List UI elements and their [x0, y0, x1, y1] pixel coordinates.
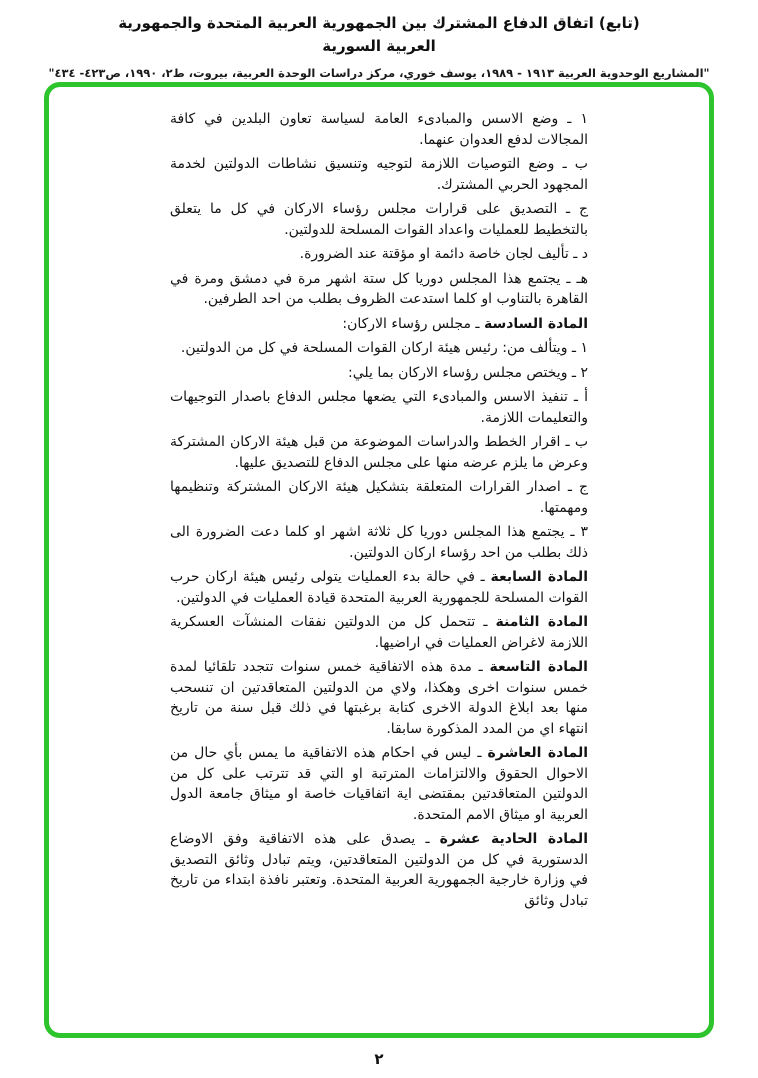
article-paragraph: المادة التاسعة ـ مدة هذه الاتفاقية خمس سنوات تتجدد تلقائيا لمدة خمس سنوات اخرى وهكذا، ولاي من الدولتين المتعاقدتين ان تنسحب منها بعد ابلاغ الدولة الاخرى كتابة برغبتها في ذلك قبل سنة من تاريخ انتهاء اي من المدد المذكورة سابقا.: [170, 659, 588, 737]
page-header: [0, 0, 758, 80]
paragraph: ب ـ اقرار الخطط والدراسات الموضوعة من قبل هيئة الاركان المشتركة وعرض ما يلزم عرضه منها على مجلس الدفاع للتصديق عليها.: [170, 434, 588, 471]
source-citation: "المشاريع الوحدوية العربية ١٩١٣ - ١٩٨٩، يوسف خوري، مركز دراسات الوحدة العربية، بيروت، ط٢، ١٩٩٠، ص٤٢٣- ٤٣٤": [48, 65, 710, 80]
article-title: المادة التاسعة: [489, 659, 588, 675]
document-title: (تابع) اتفاق الدفاع المشترك بين الجمهورية العربية المتحدة والجمهورية العربية السورية: [118, 14, 640, 56]
paragraph: د ـ تأليف لجان خاصة دائمة او مؤقتة عند الضرورة.: [299, 246, 588, 262]
article-title: المادة السادسة: [483, 315, 588, 332]
content-border-box: [44, 82, 714, 1038]
paragraph: ١ ـ وضع الاسس والمبادىء العامة لسياسة تعاون البلدين في كافة المجالات لدفع العدوان عنهما.: [170, 111, 588, 148]
paragraph: ب ـ وضع التوصيات اللازمة لتوجيه وتنسيق نشاطات الدولتين لخدمة المجهود الحربي المشترك.: [170, 156, 588, 193]
article-paragraph: المادة السابعة ـ في حالة بدء العمليات يتولى رئيس هيئة اركان حرب القوات المسلحة للجمهورية العربية المتحدة قيادة العمليات في الدولتين.: [170, 569, 588, 606]
body-text: [170, 109, 588, 911]
article-paragraph: المادة السادسة ـ مجلس رؤساء الاركان:: [342, 315, 588, 332]
article-paragraph: المادة الثامنة ـ تتحمل كل من الدولتين نفقات المنشآت العسكرية اللازمة لاغراض العمليات في اراضيها.: [170, 614, 588, 651]
paragraph: ٣ ـ يجتمع هذا المجلس دوريا كل ثلاثة اشهر او كلما دعت الضرورة الى ذلك بطلب من احد رؤساء اركان الدولتين.: [170, 524, 588, 561]
article-paragraph: المادة الحادية عشرة ـ يصدق على هذه الاتفاقية وفق الاوضاع الدستورية في كل من الدولتين المتعاقدتين، ويتم تبادل وثائق التصديق في وزارة خارجية الجمهورية العربية المتحدة. وتعتبر نافذة ابتداء من تاريخ تبادل وثائق: [170, 831, 588, 909]
paragraph: ٢ ـ ويختص مجلس رؤساء الاركان بما يلي:: [348, 364, 588, 381]
paragraph: ١ ـ ويتألف من: رئيس هيئة اركان القوات المسلحة في كل من الدولتين.: [180, 340, 588, 356]
article-title: المادة الثامنة: [495, 614, 588, 630]
paragraph: ج ـ التصديق على قرارات مجلس رؤساء الاركان في كل ما يتعلق بالتخطيط للعمليات واعداد القوات المسلحة للدولتين.: [170, 201, 588, 238]
article-title: المادة السابعة: [490, 569, 588, 585]
article-title: المادة الحادية عشرة: [439, 831, 588, 847]
paragraph: ج ـ اصدار القرارات المتعلقة بتشكيل هيئة الاركان المشتركة وتنظيمها ومهمتها.: [170, 479, 588, 516]
article-title: المادة العاشرة: [487, 745, 589, 761]
paragraph: أ ـ تنفيذ الاسس والمبادىء التي يضعها مجلس الدفاع باصدار التوجيهات والتعليمات اللازمة.: [170, 389, 588, 426]
paragraph: هـ ـ يجتمع هذا المجلس دوريا كل ستة اشهر مرة في دمشق ومرة في القاهرة بالتناوب او كلما استدعت الظروف بطلب من احد الطرفين.: [170, 270, 588, 307]
article-paragraph: المادة العاشرة ـ ليس في احكام هذه الاتفاقية ما يمس بأي حال من الاحوال الحقوق والالتزامات المترتبة او التي قد تترتب على كل من الدولتين المتعاقدتين بمقتضى اية اتفاقيات خاصة او ميثاق جامعة الدول العربية او ميثاق الامم المتحدة.: [170, 745, 589, 823]
page-number: ٢: [374, 1050, 384, 1068]
page-footer: [0, 1049, 758, 1068]
